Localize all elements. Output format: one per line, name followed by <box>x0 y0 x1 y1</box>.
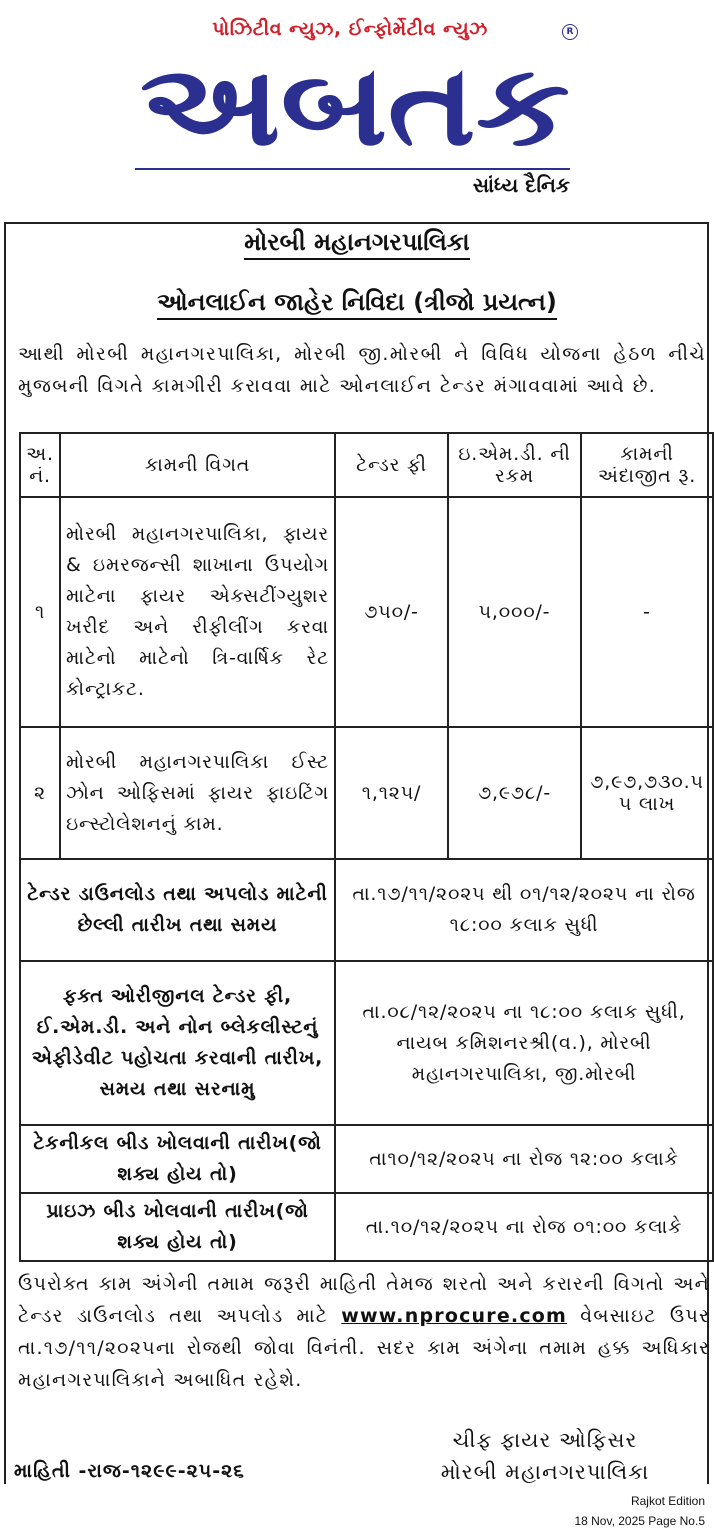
row-estimate: ૭,૯૭,૭૩૦.૫ ૫ લાખ <box>581 727 713 859</box>
row-fee: ૧,૧૨૫/ <box>335 727 448 859</box>
table-header-row <box>20 433 713 497</box>
schedule-label: ટેકનીકલ બીડ ખોલવાની તારીખ(જો શક્ય હોય તો) <box>20 1125 335 1193</box>
notice-heading: ઓનલાઈન જાહેર નિવિદા (ત્રીજો પ્રયત્ન) <box>0 288 714 316</box>
edition-name: Rajkot Edition <box>630 1494 705 1508</box>
schedule-value: તા૧૦/૧૨/૨૦૨૫ ના રોજ ૧૨:૦૦ કલાકે <box>335 1125 713 1193</box>
schedule-value: તા.૦૮/૧૨/૨૦૨૫ ના ૧૮:૦૦ કલાક સુધી, નાયબ કમિશનરશ્રી(વ.), મોરબી મહાનગરપાલિકા, જી.મોરબી <box>335 961 713 1125</box>
website-link[interactable]: www.nprocure.com <box>341 1305 568 1327</box>
notice-title: મોરબી મહાનગરપાલિકા <box>0 228 714 256</box>
schedule-row <box>20 1125 713 1193</box>
notice-intro: આથી મોરબી મહાનગરપાલિકા, મોરબી જી.મોરબી ને વિવિધ યોજના હેઠળ નીચે મુજબની વિગતે કામગીરી કરાવવા માટે ઓનલાઈન ટેન્ડર મંગાવવામાં આવે છે. <box>18 343 706 397</box>
schedule-row <box>20 1193 713 1261</box>
tender-table <box>19 432 714 1262</box>
header-emd: ઇ.એમ.ડી. ની રકમ <box>448 433 581 497</box>
row-emd: ૫,૦૦૦/- <box>448 497 581 727</box>
row-description: મોરબી મહાનગરપાલિકા ઈસ્ટ ઝોન ઓફિસમાં ફાયર ફાઇટિંગ ઇન્સ્ટોલેશનનું કામ. <box>60 727 335 859</box>
schedule-value: તા.૧૭/૧૧/૨૦૨૫ થી ૦૧/૧૨/૨૦૨૫ ના રોજ ૧૮:૦૦ કલાક સુધી <box>335 859 713 961</box>
schedule-row <box>20 859 713 961</box>
notice-footer: ઉપરોક્ત કામ અંગેની તમામ જરૂરી માહિતી તેમજ શરતો અને કરારની વિગતો અને ટેન્ડર ડાઉનલોડ તથા અપલોડ માટે www.nprocure.com વેબસાઇટ ઉપર તા.૧૭/૧૧/૨૦૨૫ના રોજથી જોવા વિનંતી. સદર કામ અંગેના તમામ હક્ક અધિકાર મહાનગરપાલિકાને અબાધિત રહેશે. <box>18 1273 710 1391</box>
signatory-title: ચીફ ફાયર ઓફિસર <box>452 1428 638 1452</box>
schedule-label: પ્રાઇઝ બીડ ખોલવાની તારીખ(જો શક્ય હોય તો) <box>20 1193 335 1261</box>
header-description: કામની વિગત <box>60 433 335 497</box>
info-reference: માહિતી -રાજ-૧૨૯૯-૨૫-૨૬ <box>14 1460 245 1482</box>
tagline: પોઝિટીવ ન્યુઝ, ઈન્ફોર્મેટીવ ન્યુઝ <box>212 18 488 40</box>
header-serial: અ. નં. <box>20 433 60 497</box>
logo-text: અબતક <box>140 44 570 162</box>
edition-date-page: 18 Nov, 2025 Page No.5 <box>574 1514 705 1528</box>
row-emd: ૭,૯૭૮/- <box>448 727 581 859</box>
row-serial: ૧ <box>20 497 60 727</box>
logo-underline <box>135 168 570 170</box>
row-estimate: - <box>581 497 713 727</box>
schedule-label: ફક્ત ઓરીજીનલ ટેન્ડર ફી, ઈ.એમ.ડી. અને નોન બ્લેકલીસ્ટનું એફીડેવીટ પહોચતા કરવાની તારીખ, સમય તથા સરનામુ <box>20 961 335 1125</box>
table-row <box>20 727 713 859</box>
masthead-subtitle: સાંધ્ય દૈનિક <box>472 173 570 197</box>
table-row <box>20 497 713 727</box>
schedule-row <box>20 961 713 1125</box>
row-fee: ૭૫૦/- <box>335 497 448 727</box>
schedule-value: તા.૧૦/૧૨/૨૦૨૫ ના રોજ ૦૧:૦૦ કલાકે <box>335 1193 713 1261</box>
header-estimate: કામની અંદાજીત રૂ. <box>581 433 713 497</box>
registered-mark-icon: R <box>562 24 578 40</box>
row-description: મોરબી મહાનગરપાલિકા, ફાયર & ઇમરજન્સી શાખાના ઉપયોગ માટેના ફાયર એક્સટીંગ્યુશર ખરીદ અને રીફીલીંગ કરવા માટેનો માટેનો ત્રિ-વાર્ષિક રેટ કોન્ટ્રાકટ. <box>60 497 335 727</box>
masthead <box>0 0 714 215</box>
newspaper-logo <box>135 44 575 162</box>
row-serial: ૨ <box>20 727 60 859</box>
header-fee: ટેન્ડર ફી <box>335 433 448 497</box>
signatory-org: મોરબી મહાનગરપાલિકા <box>440 1460 650 1484</box>
schedule-label: ટેન્ડર ડાઉનલોડ તથા અપલોડ માટેની છેલ્લી તારીખ તથા સમય <box>20 859 335 961</box>
